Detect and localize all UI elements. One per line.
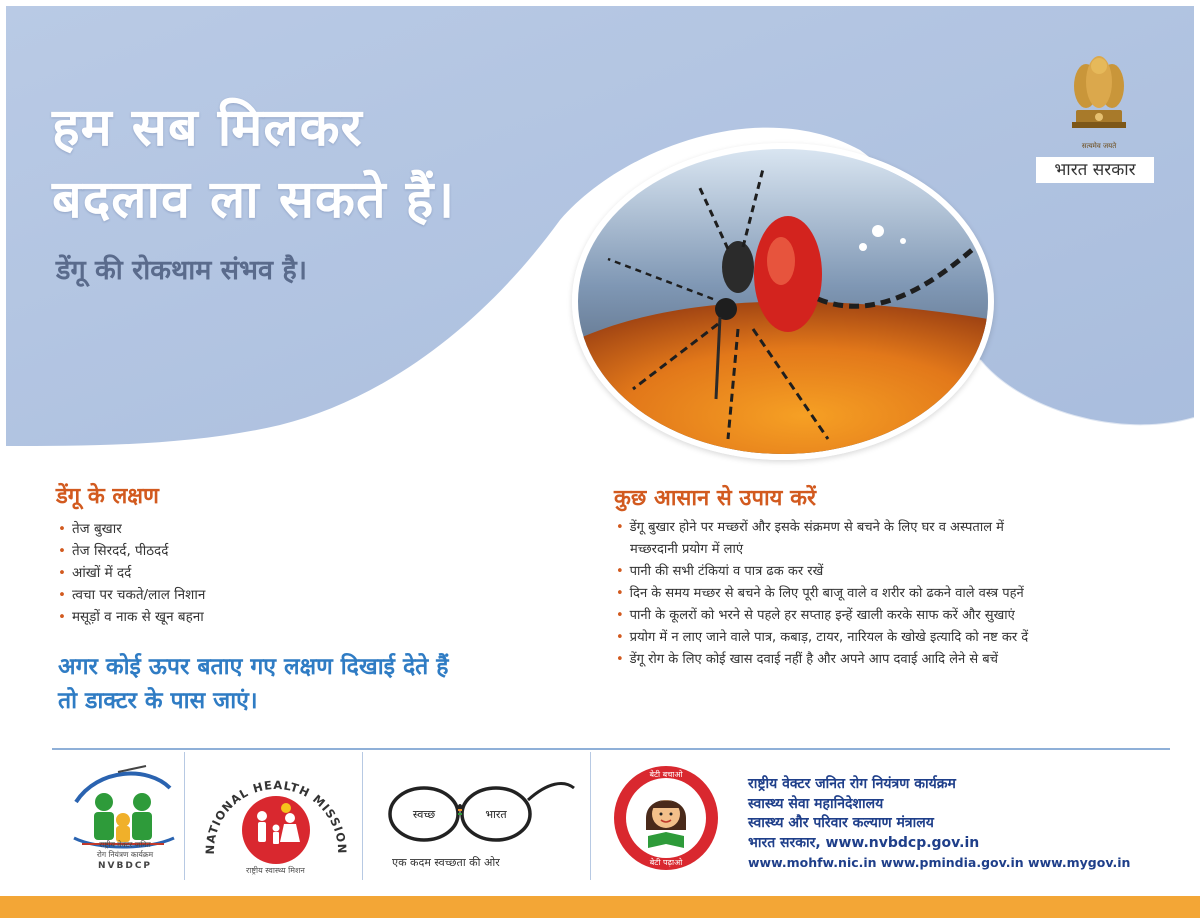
bullet-icon: • bbox=[58, 543, 66, 559]
nhm-subtitle: राष्ट्रीय स्वास्थ्य मिशन bbox=[246, 866, 305, 875]
emblem-motto: सत्यमेव जयते bbox=[1081, 142, 1117, 150]
bottom-color-bar bbox=[0, 896, 1200, 918]
list-item bbox=[616, 583, 1176, 605]
list-item bbox=[58, 518, 205, 540]
headline bbox=[52, 92, 455, 236]
list-item bbox=[58, 584, 205, 606]
advice-line-2: तो डाक्टर के पास जाएं। bbox=[58, 688, 258, 714]
nvbdcp-abbreviation: NVBDCP bbox=[97, 861, 153, 871]
tip-text: प्रयोग में न लाए जाने वाले पात्र, कबाड़, टायर, नारियल के खोखे इत्यादि को नष्ट कर दें bbox=[629, 630, 1029, 645]
list-item bbox=[616, 561, 1176, 583]
bbbp-bottom-text: बेटी पढ़ाओ bbox=[649, 858, 683, 867]
symptoms-title: डेंगू के लक्षण bbox=[56, 484, 159, 509]
list-item bbox=[58, 562, 205, 584]
tip-text: पानी की सभी टंकियां व पात्र ढक कर रखें bbox=[629, 564, 824, 579]
footer-divider bbox=[52, 748, 1170, 750]
symptom-text: आंखों में दर्द bbox=[71, 565, 132, 581]
list-item bbox=[616, 605, 1176, 627]
list-item bbox=[616, 517, 1176, 539]
symptom-text: तेज सिरदर्द, पीठदर्द bbox=[71, 543, 169, 559]
symptoms-list bbox=[58, 518, 205, 628]
bullet-icon: • bbox=[616, 630, 624, 645]
logo-divider bbox=[590, 752, 591, 880]
tip-text: पानी के कूलरों को भरने से पहले हर सप्ताह इन्हें खाली करके साफ करें और सुखाएं bbox=[629, 608, 1015, 623]
nhm-title: NATIONAL HEALTH MISSION bbox=[202, 777, 350, 855]
tip-text: मच्छरदानी प्रयोग में लाएं bbox=[630, 542, 744, 557]
bullet-icon: • bbox=[616, 586, 624, 601]
advice-line-1: अगर कोई ऊपर बताए गए लक्षण दिखाई देते हैं bbox=[58, 654, 449, 680]
beti-bachao-logo-icon bbox=[612, 764, 720, 872]
swachh-left-text: स्वच्छ bbox=[412, 808, 436, 821]
symptom-text: मसूड़ों व नाक से खून बहना bbox=[71, 609, 204, 625]
bullet-icon: • bbox=[616, 652, 624, 667]
website-links: www.mohfw.nic.in www.pmindia.gov.in www.mygov.in bbox=[748, 855, 1131, 870]
national-emblem-icon bbox=[1062, 48, 1136, 158]
swachh-bharat-glasses-icon bbox=[378, 770, 578, 850]
tip-text: दिन के समय मच्छर से बचने के लिए पूरी बाजू वाले व शरीर को ढकने वाले वस्त्र पहनें bbox=[629, 586, 1024, 601]
bullet-icon: • bbox=[58, 587, 66, 603]
tips-list bbox=[616, 517, 1176, 671]
list-item bbox=[58, 540, 205, 562]
list-item bbox=[58, 606, 205, 628]
bullet-icon: • bbox=[616, 564, 624, 579]
logo-divider bbox=[184, 752, 185, 880]
bullet-icon: • bbox=[58, 609, 66, 625]
ministry-line: स्वास्थ्य सेवा महानिदेशालय bbox=[748, 795, 884, 812]
ministry-line: स्वास्थ्य और परिवार कल्याण मंत्रालय bbox=[748, 815, 934, 831]
headline-line-2: बदलाव ला सकते हैं। bbox=[52, 170, 456, 230]
mosquito-icon bbox=[578, 149, 988, 454]
list-item bbox=[616, 649, 1176, 671]
swachh-tagline: एक कदम स्वच्छता की ओर bbox=[392, 856, 500, 869]
logo-divider bbox=[362, 752, 363, 880]
tip-text: डेंगू रोग के लिए कोई खास दवाई नहीं है और अपने आप दवाई आदि लेने से बचें bbox=[629, 652, 998, 667]
swachh-right-text: भारत bbox=[485, 808, 507, 821]
tip-text: डेंगू बुखार होने पर मच्छरों और इसके संक्रमण से बचने के लिए घर व अस्पताल में bbox=[629, 520, 1004, 535]
list-item bbox=[616, 627, 1176, 649]
bullet-icon: • bbox=[616, 520, 624, 535]
bbbp-top-text: बेटी बचाओ bbox=[649, 770, 683, 779]
nhm-logo-icon bbox=[196, 756, 354, 868]
ministry-line: राष्ट्रीय वेक्टर जनित रोग नियंत्रण कार्यक्रम bbox=[748, 776, 956, 792]
ministry-block bbox=[748, 775, 979, 853]
subheadline: डेंगू की रोकथाम संभव है। bbox=[56, 255, 307, 286]
list-item-continuation bbox=[616, 539, 1176, 561]
nvbdcp-caption-2: रोग नियंत्रण कार्यक्रम bbox=[96, 850, 154, 859]
symptom-text: त्वचा पर चकते/लाल निशान bbox=[71, 587, 206, 603]
mosquito-photo bbox=[572, 143, 994, 460]
bullet-icon: • bbox=[58, 521, 66, 537]
bullet-icon: • bbox=[58, 565, 66, 581]
bullet-icon: • bbox=[616, 608, 624, 623]
tips-title: कुछ आसान से उपाय करें bbox=[614, 486, 816, 511]
symptom-text: तेज बुखार bbox=[71, 521, 122, 537]
ministry-line: भारत सरकार, www.nvbdcp.gov.in bbox=[748, 834, 980, 851]
headline-line-1: हम सब मिलकर bbox=[52, 98, 363, 158]
advice-callout bbox=[58, 650, 449, 718]
nvbdcp-caption-1: राष्ट्रीय वेक्टर जनित bbox=[99, 840, 151, 849]
government-label: भारत सरकार bbox=[1036, 157, 1154, 183]
